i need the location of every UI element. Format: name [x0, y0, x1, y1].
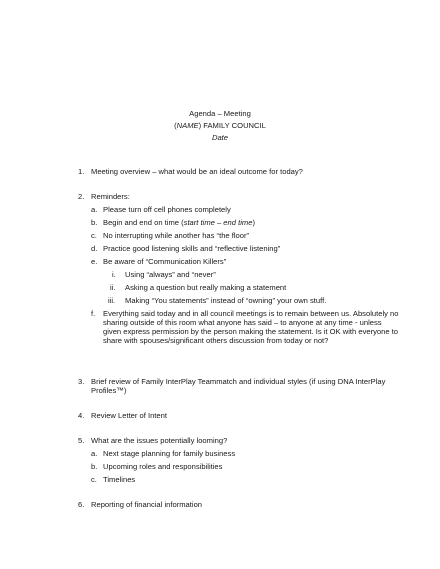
council-suffix: FAMILY COUNCIL	[201, 121, 266, 130]
sub-item-letter: d.	[91, 244, 98, 253]
sub-item-text: Practice good listening skills and “reflective listening”	[103, 244, 281, 253]
confidentiality-paragraph: Everything said today and in all council meetings is to remain between us. Absolutely no sharing outside of this room what anyone has said – to anyone at any time - unless given express permission by the person making the statement. Is it OK with everyone to share with spouses/significant others discussion from today or not?	[103, 309, 399, 346]
sub-item-text: Upcoming roles and responsibilities	[103, 462, 223, 471]
item-number: 3.	[78, 377, 85, 386]
sub-item-text: Timelines	[103, 475, 136, 484]
sub-item-letter: a.	[91, 449, 98, 458]
roman-numeral: iii.	[108, 296, 116, 305]
sub-item-letter: c.	[91, 475, 97, 484]
item-text: What are the issues potentially looming?	[91, 436, 228, 445]
meeting-date	[0, 132, 440, 144]
sub-sub-item-text: Asking a question but really making a statement	[125, 283, 287, 292]
council-title: (NAME) FAMILY COUNCIL	[174, 121, 266, 130]
sub-item-letter: b.	[91, 462, 98, 471]
item-number: 6.	[78, 500, 85, 509]
item-number: 1.	[78, 167, 85, 176]
sub-item-text-post: )	[252, 218, 255, 227]
item-number: 2.	[78, 192, 85, 201]
council-name-placeholder: NAME	[176, 121, 199, 130]
roman-numeral: ii.	[110, 283, 116, 292]
item-text: Meeting overview – what would be an ideal outcome for today?	[91, 167, 303, 176]
agenda-item-3-text: Brief review of Family InterPlay Teammatch and individual styles (if using DNA InterPlay Profiles™)	[91, 377, 386, 396]
sub-item-letter: c.	[91, 231, 97, 240]
sub-item-text: Next stage planning for family business	[103, 449, 236, 458]
sub-item-text: Please turn off cell phones completely	[103, 205, 231, 214]
sub-item-text: No interrupting while another has “the floor”	[103, 231, 250, 240]
agenda-title: Agenda – Meeting	[189, 109, 251, 118]
item-text: Reminders:	[91, 192, 130, 201]
sub-item-letter: e.	[91, 257, 98, 266]
sub-sub-item-text: Making “You statements” instead of “owning” your own stuff.	[125, 296, 327, 305]
sub-item-text	[103, 218, 255, 227]
sub-item-letter: f.	[91, 309, 96, 318]
date-placeholder: Date	[211, 133, 229, 142]
sub-item-letter: b.	[91, 218, 98, 227]
item-number: 5.	[78, 436, 85, 445]
sub-item-text-pre: Begin and end on time (	[103, 218, 184, 227]
document-header	[0, 108, 440, 144]
item-text: Reporting of financial information	[91, 500, 203, 509]
roman-numeral: i.	[112, 270, 116, 279]
item-text: Review Letter of Intent	[91, 411, 167, 420]
time-range-placeholder: start time – end time	[183, 218, 253, 227]
sub-item-text: Be aware of “Communication Killers”	[103, 257, 227, 266]
sub-item-letter: a.	[91, 205, 98, 214]
sub-sub-item-text: Using “always” and “never”	[125, 270, 216, 279]
item-number: 4.	[78, 411, 85, 420]
